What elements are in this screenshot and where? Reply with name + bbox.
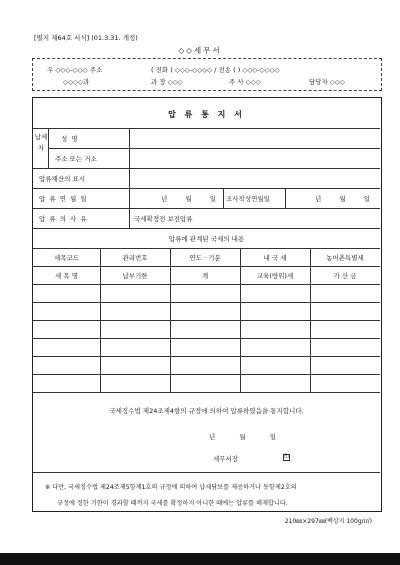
tax-header-total: 계 [201,272,209,280]
office-name: ◇◇세무서 [178,46,222,55]
bottom-edge [0,553,400,565]
note-line-1: ※ 다만, 국세징수법 제24조제5항제1호의 규정에 의하여 납세담보를 제공하거나 동항제2호의 [45,484,297,491]
notice-text: 국세징수법 제24조제4항의 규정에 의하여 압류하였음을 통지합니다. [109,407,304,415]
survey-date-value: 년 월 일 [315,195,370,203]
tax-header-due: 납부기한 [122,272,148,280]
tax-header-code: 세목코드 [53,254,80,262]
department: ◇◇◇◇과 [63,78,90,86]
form-title: 압 류 통 지 서 [168,110,245,119]
tax-header-penalty: 가 산 금 [333,272,357,280]
postal-address: 우 ◇◇◇-◇◇◇ 주소 [47,66,103,74]
tax-header-education: 교육(방위)세 [256,272,294,280]
taxpayer-label: 납세자 [34,133,48,152]
notice-date: 년 월 일 [209,433,276,441]
phone-fax: ( 전화 ) ◇◇◇-◇◇◇◇ / 전송 ( ) ◇◇◇-◇◇◇◇ [151,66,280,74]
official-seal: 印 [284,454,290,460]
officer: 주 사 ◇◇◇ [229,78,261,86]
note-line-2: 규정에 정한 기한이 경과할 때까지 국세를 확정하지 아니한 때에는 압류를 해제합니다. [57,500,288,507]
notice-form [32,97,382,512]
section-chief: 과 장 ◇◇◇ [151,78,183,86]
seizure-date-label: 압 류 연 월 일 [39,195,88,203]
tax-header-rural: 농어촌특별세 [326,254,364,262]
tax-header-mgmt-no: 관리번호 [122,254,148,262]
seizure-reason-value: 국세확정전 보전압류 [134,215,193,223]
property-label: 압류재산의 표시 [39,175,86,183]
survey-date-label: 조사작성연월일 [226,195,270,203]
paper-size: 210㎜×297㎜(백상지 100g/㎡) [284,518,372,525]
seizure-reason-label: 압 류 의 사 유 [39,215,88,223]
tax-header-year: 연도 · 기분 [189,254,221,262]
address-box [32,58,382,91]
tax-header-name: 세 목 명 [55,272,78,280]
tax-header-internal: 내 국 세 [263,254,287,262]
seizure-date-value: 년 월 일 [161,195,216,203]
contact-person: 담당자 ◇◇◇ [309,78,345,86]
signer-title: 세무서장 [213,455,239,463]
name-label: 성 명 [61,135,79,143]
address-label: 주소 또는 거소 [55,155,97,163]
tax-section-title: 압류에 관계된 국세의 내용 [168,235,245,243]
form-number: [별지 제64호 서식] (01.3.31. 개정) [34,34,138,42]
